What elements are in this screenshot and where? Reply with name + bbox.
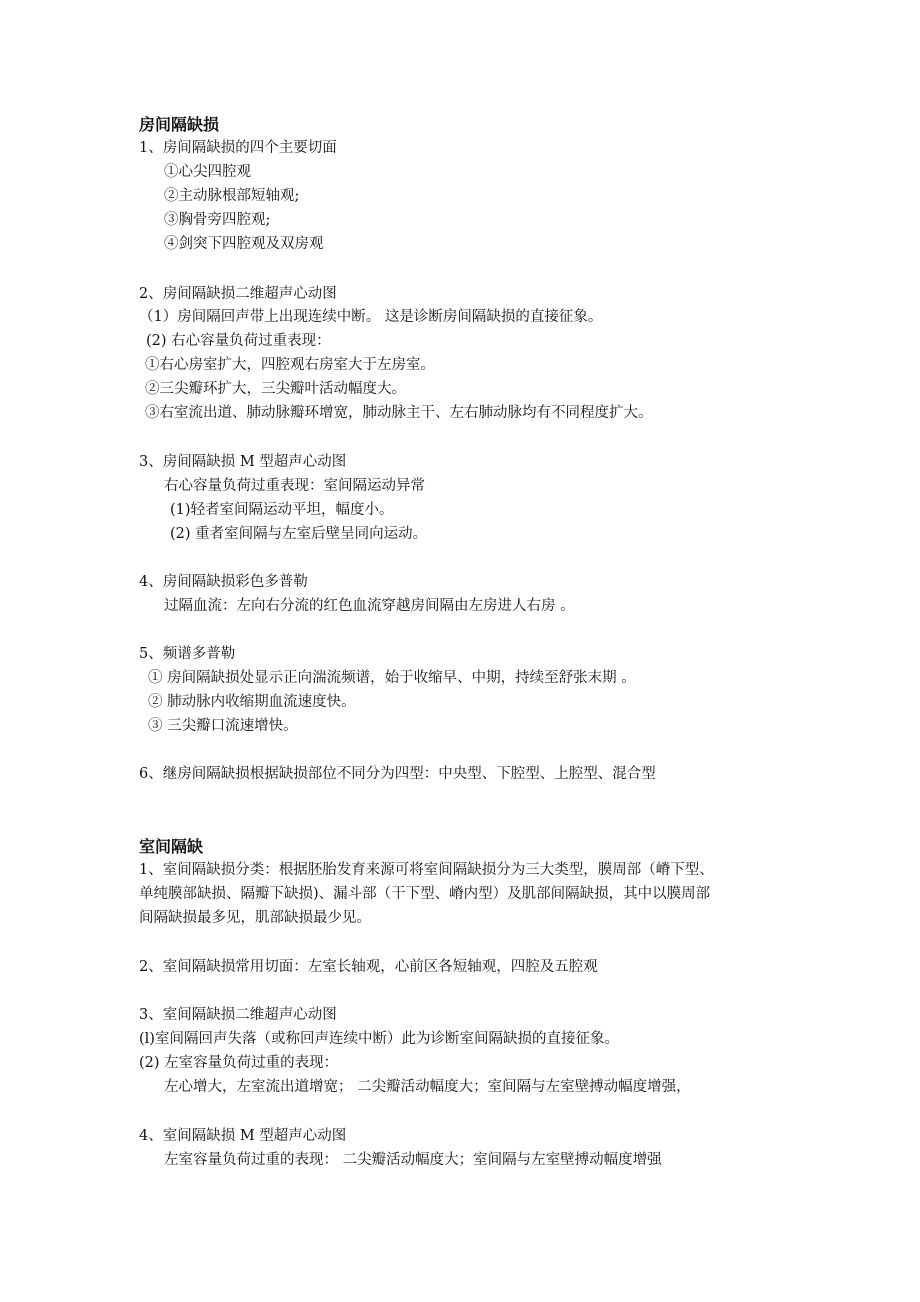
asd-s4-p1: 过隔血流：左向右分流的红色血流穿越房间隔由左房进人右房 。 xyxy=(164,598,575,614)
asd-s1-item: ④剑突下四腔观及双房观 xyxy=(164,236,324,252)
asd-title: 房间隔缺损 xyxy=(139,115,220,134)
vsd-s3-heading: 3、室间隔缺损二维超声心动图 xyxy=(139,1007,337,1023)
vsd-s2-heading: 2、室间隔缺损常用切面：左室长轴观，心前区各短轴观，四腔及五腔观 xyxy=(139,959,598,975)
asd-s1-item: ③胸骨旁四腔观; xyxy=(164,212,271,228)
asd-s2-item: ③右室流出道、肺动脉瓣环增宽，肺动脉主干、左右肺动脉均有不同程度扩大。 xyxy=(145,405,653,421)
vsd-s3-p2: (2) 左室容量负荷过重的表现： xyxy=(139,1055,339,1071)
asd-s5-item: ③ 三尖瓣口流速增快。 xyxy=(148,718,298,734)
vsd-s4-heading: 4、室间隔缺损 M 型超声心动图 xyxy=(139,1128,347,1144)
vsd-title: 室间隔缺 xyxy=(139,837,204,856)
asd-s5-item: ① 房间隔缺损处显示正向湍流频谱，始于收缩早、中期，持续至舒张末期 。 xyxy=(148,670,636,686)
asd-s1-item: ①心尖四腔观 xyxy=(164,164,251,180)
asd-s2-p1: （1）房间隔回声带上出现连续中断。 这是诊断房间隔缺损的直接征象。 xyxy=(139,309,603,325)
asd-s3-heading: 3、房间隔缺损 M 型超声心动图 xyxy=(139,454,347,470)
vsd-s1-line: 间隔缺损最多见，肌部缺损最少见。 xyxy=(139,910,371,926)
asd-s3-item: (1)轻者室间隔运动平坦，幅度小。 xyxy=(170,502,394,518)
asd-s2-p2: (2) 右心容量负荷过重表现： xyxy=(146,333,331,349)
vsd-s1-line: 单纯膜部缺损、隔瓣下缺损)、漏斗部（干下型、嵴内型）及肌部间隔缺损，其中以膜周部 xyxy=(139,886,711,902)
vsd-s3-p3: 左心增大，左室流出道增宽； 二尖瓣活动幅度大；室间隔与左室壁搏动幅度增强， xyxy=(164,1079,691,1095)
vsd-s4-p1: 左室容量负荷过重的表现： 二尖瓣活动幅度大；室间隔与左室壁搏动幅度增强 xyxy=(164,1152,662,1168)
asd-s6-heading: 6、继房间隔缺损根据缺损部位不同分为四型：中央型、下腔型、上腔型、混合型 xyxy=(139,766,656,782)
asd-s1-heading: 1、房间隔缺损的四个主要切面 xyxy=(139,140,337,156)
asd-s3-p1: 右心容量负荷过重表现：室间隔运动异常 xyxy=(164,478,425,494)
asd-s4-heading: 4、房间隔缺损彩色多普勒 xyxy=(139,574,308,590)
vsd-s1-line: 1、室间隔缺损分类：根据胚胎发育来源可将室间隔缺损分为三大类型，膜周部（嵴下型、 xyxy=(139,862,714,878)
asd-s5-heading: 5、频谱多普勒 xyxy=(139,646,236,662)
asd-s2-heading: 2、房间隔缺损二维超声心动图 xyxy=(139,286,337,302)
asd-s2-item: ②三尖瓣环扩大，三尖瓣叶活动幅度大。 xyxy=(145,381,406,397)
asd-s2-item: ①右心房室扩大，四腔观右房室大于左房室。 xyxy=(145,357,435,373)
asd-s3-item: (2) 重者室间隔与左室后壁呈同向运动。 xyxy=(170,526,428,542)
asd-s1-item: ②主动脉根部短轴观; xyxy=(164,188,300,204)
asd-s5-item: ② 肺动脉内收缩期血流速度快。 xyxy=(148,694,356,710)
vsd-s3-p1: (l)室间隔回声失落（或称回声连续中断）此为诊断室间隔缺损的直接征象。 xyxy=(139,1031,619,1047)
